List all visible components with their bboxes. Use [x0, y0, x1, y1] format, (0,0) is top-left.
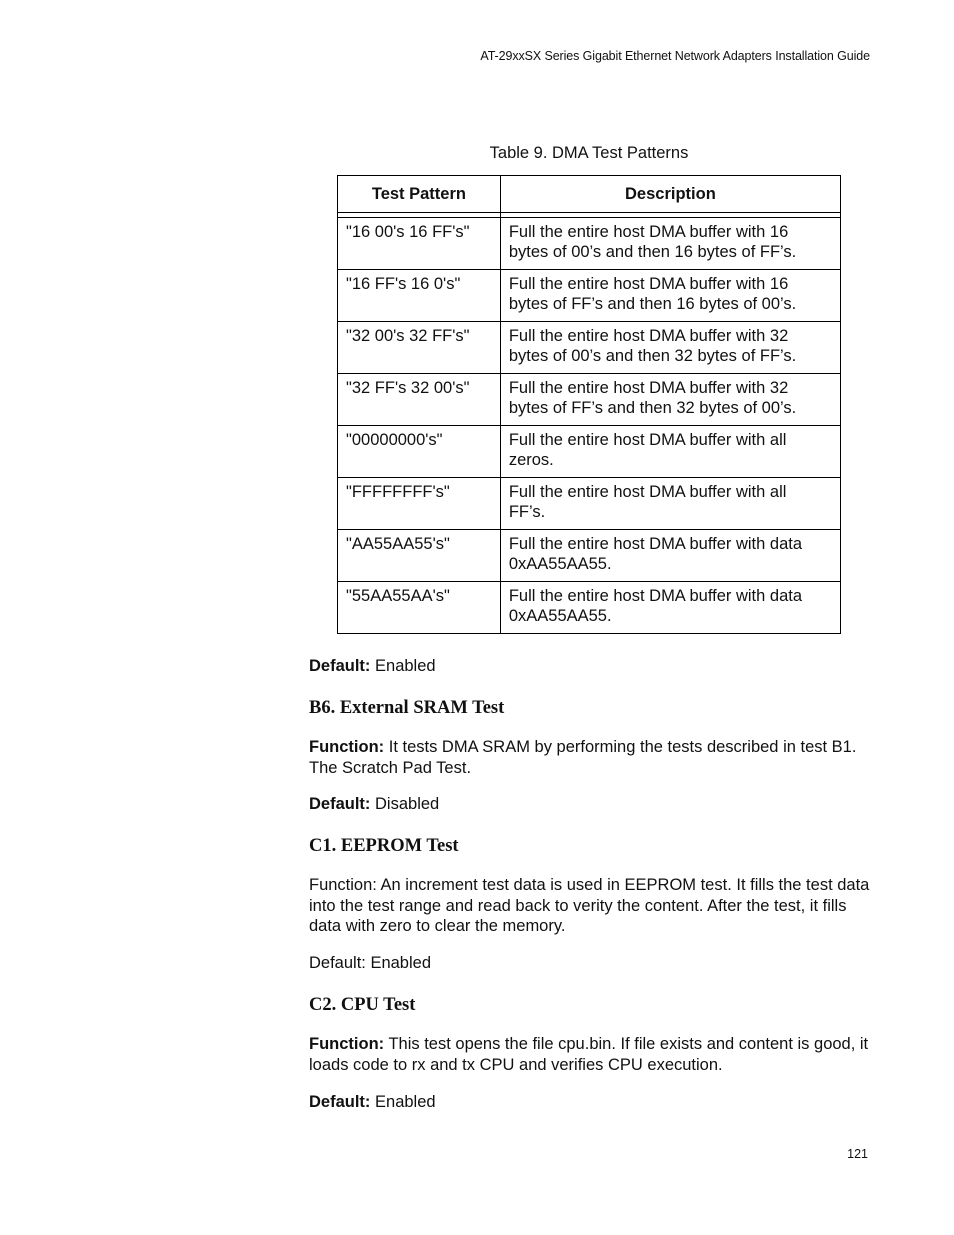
description-cell — [500, 218, 840, 270]
page-number: 121 — [847, 1147, 868, 1161]
table-header-row — [338, 176, 841, 213]
pattern-cell: "AA55AA55's" — [338, 530, 501, 582]
description-line: Full the entire host DMA buffer with 32 — [508, 327, 789, 345]
description-line: FF’s. — [508, 503, 546, 521]
description-line: Full the entire host DMA buffer with 16 — [508, 275, 789, 293]
description-line: bytes of FF’s and then 16 bytes of 00’s. — [508, 295, 797, 313]
c1-default-paragraph: Default: Enabled — [309, 954, 432, 972]
default-label: Default: — [309, 1093, 371, 1111]
description-line: bytes of 00’s and then 16 bytes of FF’s. — [508, 243, 797, 261]
function-label: Function: — [309, 1035, 385, 1053]
b6-default-paragraph — [309, 794, 874, 815]
table-caption: Table 9. DMA Test Patterns — [489, 144, 689, 162]
c1-function-paragraph: Function: An increment test data is used in EEPROM test. It fills the test data into the test range and read back to verity the content. After the test, it fills data with zero to clear the memory. — [309, 876, 870, 935]
description-cell — [500, 478, 840, 530]
c2-function-paragraph — [309, 1034, 874, 1075]
description-line: 0xAA55AA55. — [508, 555, 612, 573]
description-cell — [500, 426, 840, 478]
default-value: Disabled — [375, 795, 440, 813]
section-heading-b6: B6. External SRAM Test — [309, 698, 505, 718]
table-row — [338, 582, 841, 634]
description-line: Full the entire host DMA buffer with 32 — [508, 379, 789, 397]
pattern-cell: "16 00's 16 FF's" — [338, 218, 501, 270]
c2-default-paragraph — [309, 1092, 874, 1113]
pattern-cell: "32 00's 32 FF's" — [338, 322, 501, 374]
running-header: AT-29xxSX Series Gigabit Ethernet Network Adapters Installation Guide — [480, 49, 870, 63]
pattern-cell: "32 FF's 32 00's" — [338, 374, 501, 426]
function-text: This test opens the file cpu.bin. If file exists and content is good, it loads code to rx and tx CPU and verifies CPU execution. — [309, 1035, 869, 1074]
description-line: Full the entire host DMA buffer with 16 — [508, 223, 789, 241]
table-row — [338, 218, 841, 270]
description-cell — [500, 270, 840, 322]
section-heading-c1: C1. EEPROM Test — [309, 836, 459, 856]
table-row — [338, 374, 841, 426]
description-cell — [500, 530, 840, 582]
description-cell — [500, 374, 840, 426]
default-value: Enabled — [375, 1093, 436, 1111]
column-header-description: Description — [500, 176, 840, 213]
table-row — [338, 270, 841, 322]
pattern-cell: "16 FF's 16 0's" — [338, 270, 501, 322]
description-line: Full the entire host DMA buffer with data — [508, 587, 803, 605]
function-label: Function: — [309, 738, 385, 756]
description-line: zeros. — [508, 451, 554, 469]
default-value: Enabled — [375, 657, 436, 675]
pattern-cell: "FFFFFFFF's" — [338, 478, 501, 530]
description-cell — [500, 322, 840, 374]
table-row — [338, 530, 841, 582]
column-header-test-pattern: Test Pattern — [338, 176, 501, 213]
description-cell — [500, 582, 840, 634]
default-label: Default: — [309, 657, 371, 675]
description-line: bytes of 00’s and then 32 bytes of FF’s. — [508, 347, 797, 365]
description-line: 0xAA55AA55. — [508, 607, 612, 625]
table-row — [338, 478, 841, 530]
function-text: It tests DMA SRAM by performing the tests described in test B1. The Scratch Pad Test. — [309, 738, 857, 777]
description-line: Full the entire host DMA buffer with data — [508, 535, 803, 553]
description-line: bytes of FF’s and then 32 bytes of 00’s. — [508, 399, 797, 417]
description-line: Full the entire host DMA buffer with all — [508, 483, 787, 501]
table-row — [338, 426, 841, 478]
default-label: Default: — [309, 795, 371, 813]
dma-default-paragraph — [309, 656, 874, 677]
table-row — [338, 322, 841, 374]
pattern-cell: "00000000's" — [338, 426, 501, 478]
b6-function-paragraph — [309, 737, 874, 778]
description-line: Full the entire host DMA buffer with all — [508, 431, 787, 449]
section-heading-c2: C2. CPU Test — [309, 995, 416, 1015]
pattern-cell: "55AA55AA's" — [338, 582, 501, 634]
dma-test-patterns-table — [337, 175, 841, 634]
